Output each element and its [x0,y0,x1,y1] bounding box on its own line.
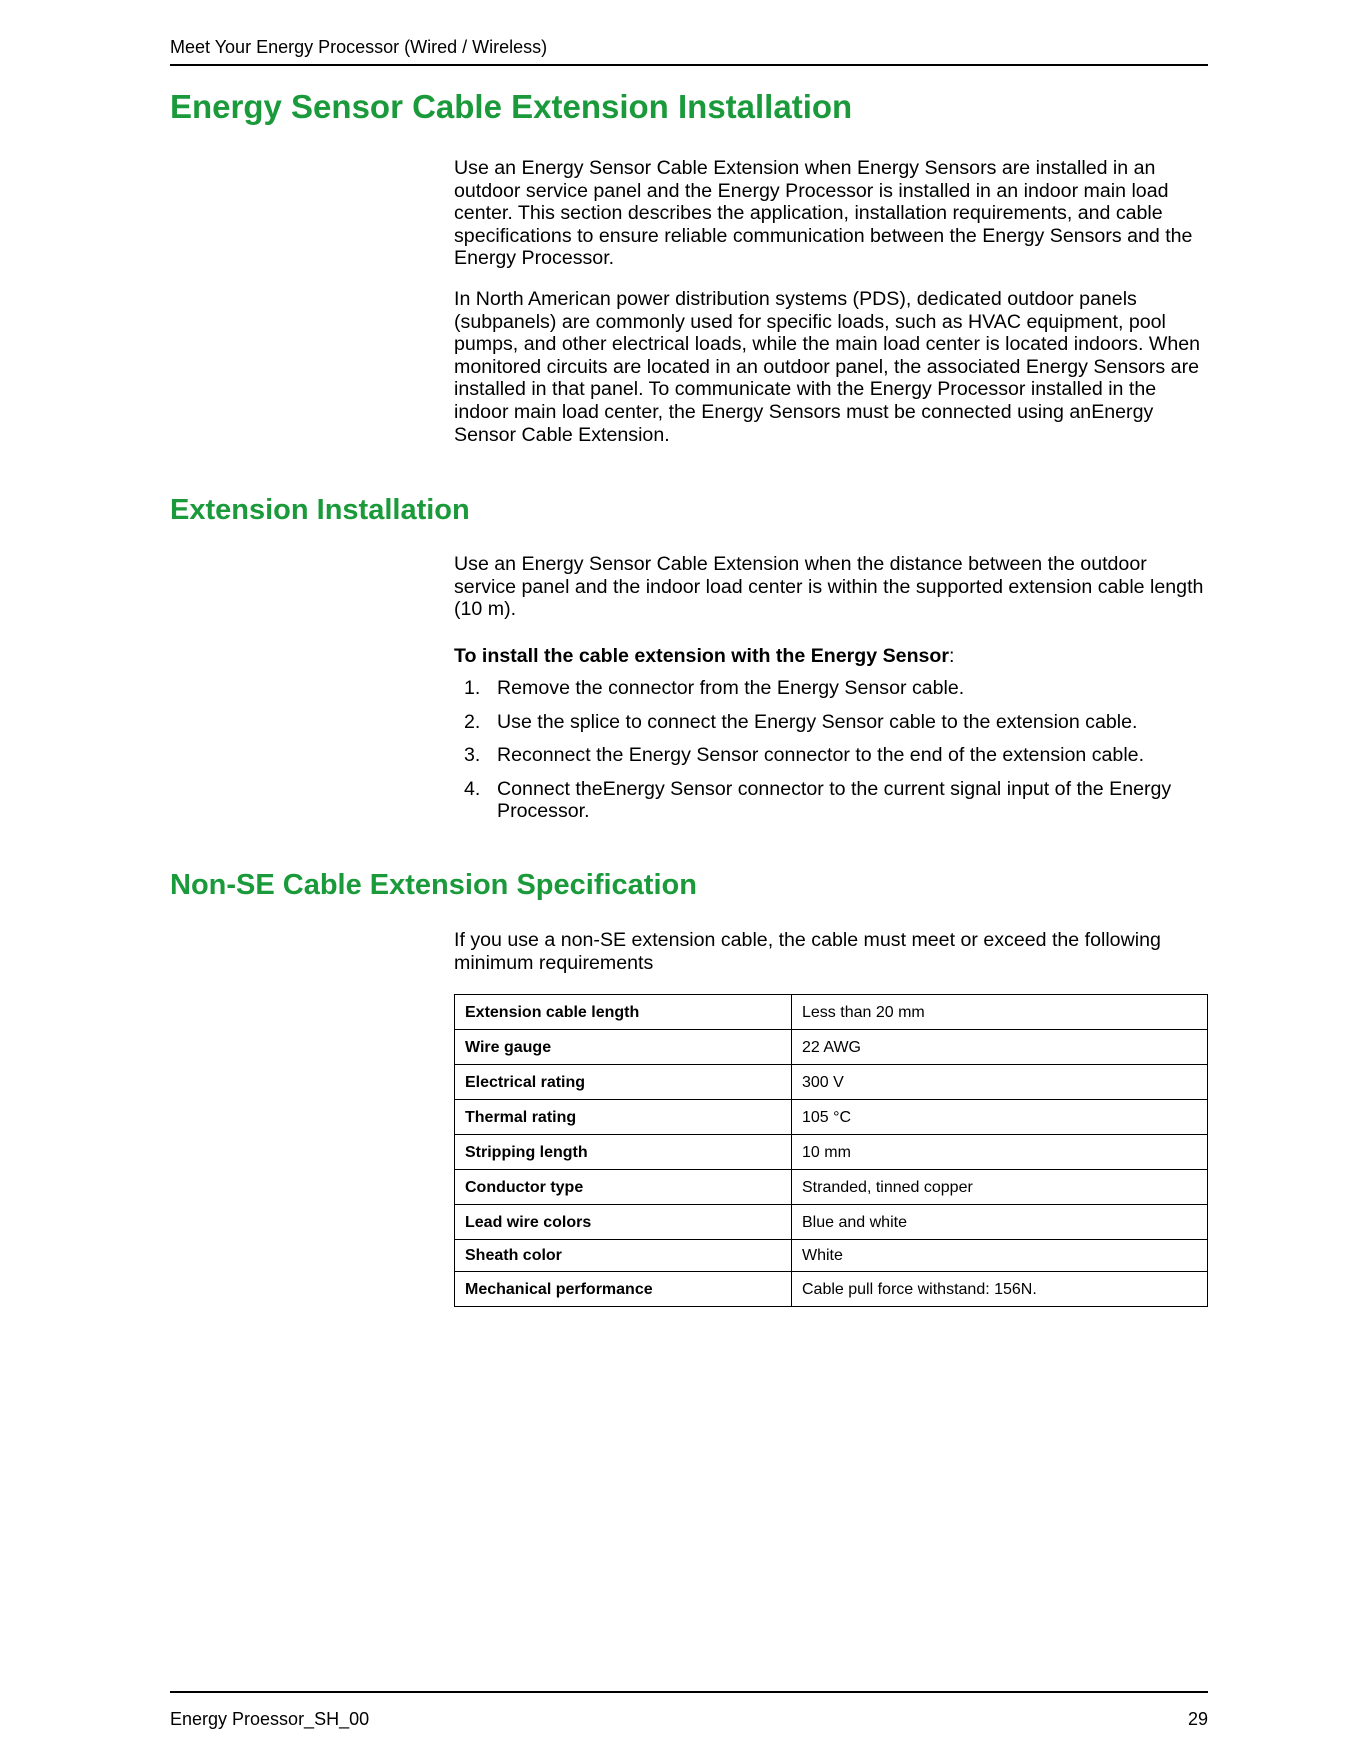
table-row [455,1030,1208,1065]
installation-steps-list [454,677,1214,834]
spec-value: Cable pull force withstand: 156N. [792,1272,1208,1307]
step-text: Connect theEnergy Sensor connector to the current signal input of the Energy Processor. [497,777,1172,823]
table-row [455,1065,1208,1100]
table-row [455,1205,1208,1240]
spec-paragraph: If you use a non-SE extension cable, the cable must meet or exceed the following minimum requirements [454,929,1161,974]
page-number: 29 [1187,1709,1208,1729]
spec-table [454,994,1208,1307]
running-header: Meet Your Energy Processor (Wired / Wireless) [170,37,548,57]
step-number: 3. [464,744,481,767]
step-text: Remove the connector from the Energy Sensor cable. [497,677,965,699]
table-row [455,1272,1208,1307]
steps-intro-label: To install the cable extension with the Energy Sensor [454,645,950,667]
section-heading-spec: Non-SE Cable Extension Specification [170,869,697,901]
steps-intro [454,645,1214,668]
spec-value: White [792,1240,1208,1272]
table-row [455,1100,1208,1135]
spec-key: Extension cable length [455,995,792,1030]
spec-key: Sheath color [455,1240,792,1272]
table-row [455,1240,1208,1272]
spec-value: Blue and white [792,1205,1208,1240]
footer-doc-id: Energy Proessor_SH_00 [170,1709,370,1729]
spec-key: Stripping length [455,1135,792,1170]
spec-key: Thermal rating [455,1100,792,1135]
spec-value: Less than 20 mm [792,995,1208,1030]
table-row [455,1170,1208,1205]
step-number: 4. [464,777,481,800]
spec-key: Wire gauge [455,1030,792,1065]
spec-value: 10 mm [792,1135,1208,1170]
step-number: 1. [464,677,481,699]
section-heading-extension-installation: Extension Installation [170,494,470,526]
extension-installation-paragraph: Use an Energy Sensor Cable Extension when the distance between the outdoor service panel and the indoor load center is within the supported extension cable length (10 m). [454,553,1204,621]
list-item [454,744,1214,767]
spec-value: 22 AWG [792,1030,1208,1065]
list-item [454,711,1214,734]
step-number: 2. [464,710,481,733]
steps-intro-colon: : [949,645,955,667]
intro-paragraph-2: In North American power distribution systems (PDS), dedicated outdoor panels (subpanels) are commonly used for specific loads, such as HVAC equipment, pool pumps, and other electrical loads, while the main load center is located indoors. When monitored circuits are located in an outdoor panel, the associated Energy Sensors are installed in that panel. To communicate with the Energy Processor installed in the indoor main load center, the Energy Sensors must be connected using anEnergy Sensor Cable Extension. [454,288,1201,446]
spec-key: Electrical rating [455,1065,792,1100]
header-rule [170,64,1208,66]
spec-value: 300 V [792,1065,1208,1100]
footer-rule [170,1691,1208,1693]
table-row [455,995,1208,1030]
intro-paragraph-1: Use an Energy Sensor Cable Extension when Energy Sensors are installed in an outdoor service panel and the Energy Processor is installed in an indoor main load center. This section describes the application, installation requirements, and cable specifications to ensure reliable communication between the Energy Sensors and the Energy Processor. [454,157,1193,270]
spec-key: Conductor type [455,1170,792,1205]
spec-value: Stranded, tinned copper [792,1170,1208,1205]
step-text: Reconnect the Energy Sensor connector to the end of the extension cable. [497,744,1145,767]
list-item [454,677,1214,700]
page-title: Energy Sensor Cable Extension Installation [170,88,853,125]
table-row [455,1135,1208,1170]
spec-value: 105 °C [792,1100,1208,1135]
step-text: Use the splice to connect the Energy Sensor cable to the extension cable. [497,710,1138,733]
list-item [454,778,1214,823]
spec-key: Lead wire colors [455,1205,792,1240]
spec-key: Mechanical performance [455,1272,792,1307]
